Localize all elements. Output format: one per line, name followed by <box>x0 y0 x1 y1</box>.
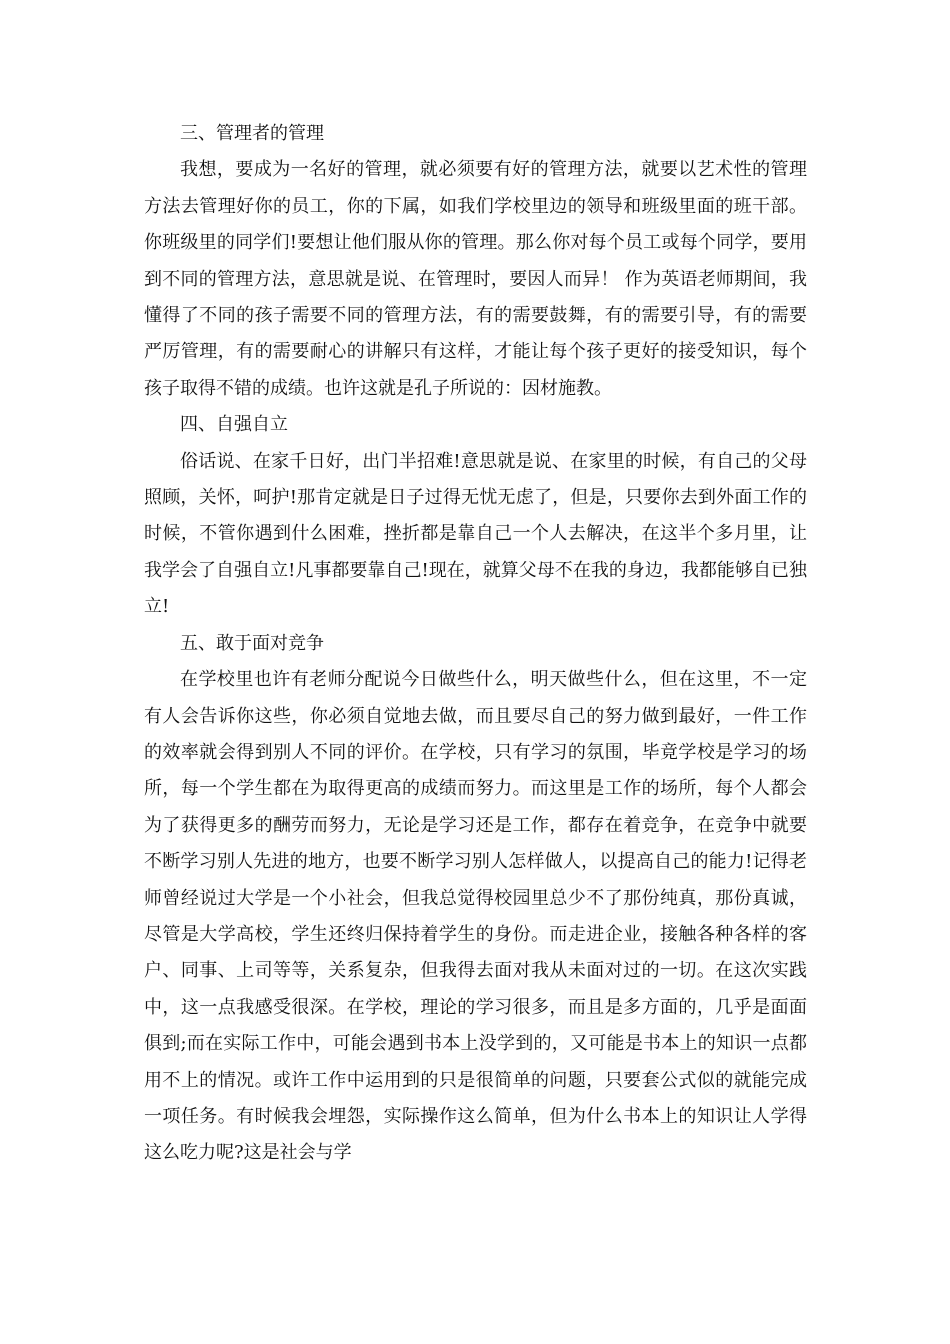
section-paragraph-competition: 在学校里也许有老师分配说今日做些什么，明天做些什么，但在这里，不一定有人会告诉你这些，你必须自觉地去做，而且要尽自己的努力做到最好，一件工作的效率就会得到别人不同的评价。在学校，只有学习的氛围，毕竟学校是学习的场所，每一个学生都在为取得更高的成绩而努力。而这里是工作的场所，每个人都会为了获得更多的酬劳而努力，无论是学习还是工作，都存在着竞争，在竞争中就要不断学习别人先进的地方，也要不断学习别人怎样做人，以提高自己的能力!记得老师曾经说过大学是一个小社会，但我总觉得校园里总少不了那份纯真，那份真诚，尽管是大学高校，学生还终归保持着学生的身份。而走进企业，接触各种各样的客户、同事、上司等等，关系复杂，但我得去面对我从未面对过的一切。在这次实践中，这一点我感受很深。在学校，理论的学习很多，而且是多方面的，几乎是面面俱到;而在实际工作中，可能会遇到书本上没学到的，又可能是书本上的知识一点都用不上的情况。或许工作中运用到的只是很简单的问题，只要套公式似的就能完成一项任务。有时候我会埋怨，实际操作这么简单，但为什么书本上的知识让人学得这么吃力呢?这是社会与学 <box>144 669 807 1164</box>
section-paragraph-self-reliance: 俗话说、在家千日好，出门半招难!意思就是说、在家里的时候，有自己的父母照顾，关怀，呵护!那肯定就是日子过得无忧无虑了，但是，只要你去到外面工作的时候，不管你遇到什么困难，挫折都是靠自己一个人去解决，在这半个多月里，让我学会了自强自立!凡事都要靠自己!现在，就算父母不在我的身边，我都能够自已独立! <box>144 450 807 618</box>
section-heading-management: 三、管理者的管理 <box>180 123 324 144</box>
section-paragraph-management: 我想，要成为一名好的管理，就必须要有好的管理方法，就要以艺术性的管理方法去管理好你的员工，你的下属，如我们学校里边的领导和班级里面的班干部。你班级里的同学们!要想让他们服从你的管理。那么你对每个员工或每个同学，要用到不同的管理方法，意思就是说、在管理时，要因人而异！ 作为英语老师期间，我懂得了不同的孩子需要不同的管理方法，有的需要鼓舞，有的需要引导，有的需要严厉管理，有的需要耐心的讲解只有这样，才能让每个孩子更好的接受知识，每个孩子取得不错的成绩。也许这就是孔子所说的：因材施教。 <box>144 159 807 399</box>
section-heading-competition: 五、敢于面对竞争 <box>180 632 324 654</box>
document-page <box>144 116 807 1172</box>
section-heading-self-reliance: 四、自强自立 <box>180 414 288 436</box>
